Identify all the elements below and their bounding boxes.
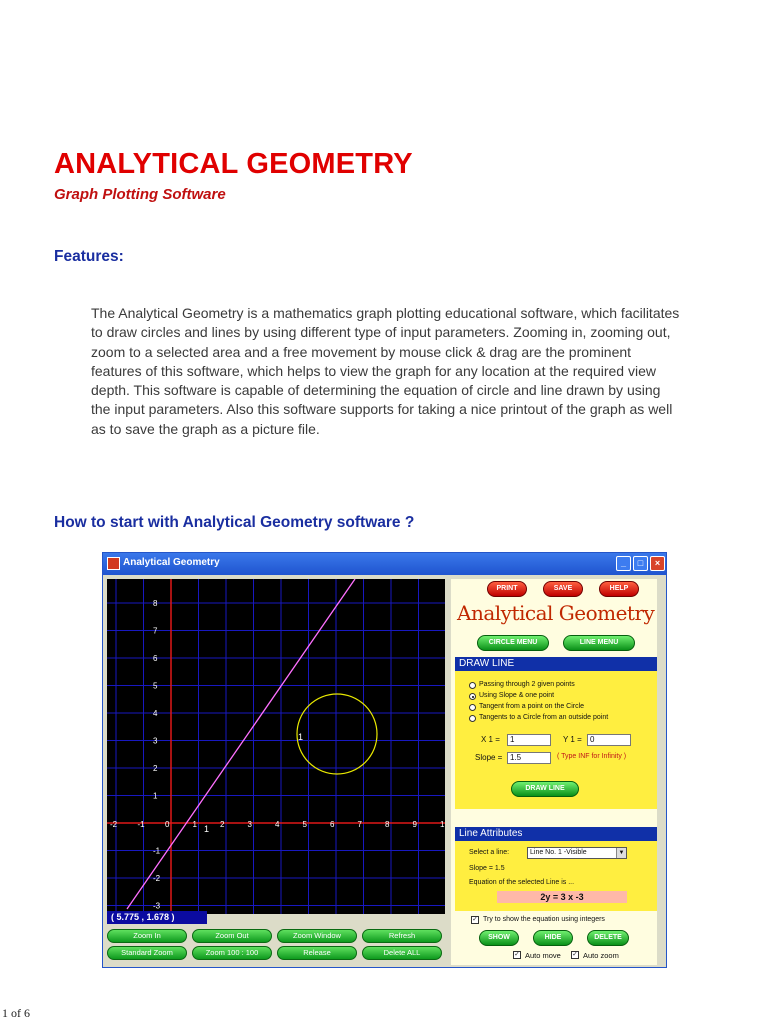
draw-line-button[interactable]: DRAW LINE	[511, 781, 579, 797]
y-tick-label: 6	[153, 654, 158, 663]
maximize-icon[interactable]: □	[633, 556, 648, 571]
save-button[interactable]: SAVE	[543, 581, 583, 597]
control-panel	[451, 579, 657, 965]
infinity-hint: ( Type INF for Infinity )	[557, 753, 627, 760]
auto-move-label: Auto move	[525, 951, 561, 960]
help-button[interactable]: HELP	[599, 581, 639, 597]
features-paragraph: The Analytical Geometry is a mathematics graph plotting educational software, which facilitates to draw circles and lines by using different type of input parameters. Zooming in, zooming out, zoom to a selected area and a free movement by mouse click & drag are the prominent features of this software, which helps to view the graph for any location at the required view depth. This software is capable of determining the equation of circle and line drawn by using the input parameters. Also this software supports for taking a nice printout of the graph as well as to save the graph as a picture file.	[91, 305, 680, 437]
y-tick-label: 4	[153, 709, 158, 718]
print-button[interactable]: PRINT	[487, 581, 527, 597]
y-tick-label: 7	[153, 626, 158, 636]
option-tangent-outside-label: Tangents to a Circle from an outside point	[479, 714, 609, 721]
x-tick-label: 1	[440, 820, 445, 829]
y-tick-label: 1	[153, 791, 158, 801]
circle-menu-button[interactable]: CIRCLE MENU	[477, 635, 549, 651]
x-tick-label: -1	[137, 820, 145, 829]
show-button[interactable]: SHOW	[479, 930, 519, 946]
release-button[interactable]: Release	[277, 946, 357, 960]
x-tick-label: 9	[412, 820, 417, 829]
select-line-label: Select a line:	[469, 849, 510, 856]
draw-line-heading: DRAW LINE	[455, 657, 657, 671]
x-tick-label: 1	[192, 820, 197, 829]
x-tick-label: 7	[357, 820, 362, 829]
window-title: Analytical Geometry	[123, 557, 220, 568]
x-tick-label: 4	[275, 820, 280, 829]
y-tick-label: 2	[153, 764, 158, 773]
graph-canvas[interactable]	[107, 579, 445, 914]
x-tick-label: 2	[220, 820, 225, 829]
coordinate-readout: ( 5.775 , 1.678 )	[107, 911, 207, 924]
integers-label: Try to show the equation using integers	[483, 916, 605, 923]
line-equation: 2y = 3 x -3	[497, 891, 627, 903]
x-tick-label: -2	[110, 820, 118, 829]
line-select-value: Line No. 1 -Visible	[530, 849, 587, 856]
y-tick-label: 8	[153, 599, 158, 608]
x-tick-label: 3	[247, 820, 252, 829]
auto-zoom-label: Auto zoom	[583, 951, 619, 960]
line-menu-button[interactable]: LINE MENU	[563, 635, 635, 651]
plotted-line	[127, 579, 355, 909]
delete-button[interactable]: DELETE	[587, 930, 629, 946]
equation-label: Equation of the selected Line is ...	[469, 879, 575, 886]
line-select[interactable]	[527, 847, 627, 859]
standard-zoom-button[interactable]: Standard Zoom	[107, 946, 187, 960]
app-window-screenshot	[102, 552, 667, 968]
slope-label: Slope =	[475, 753, 503, 762]
x-tick-label: 0	[165, 820, 170, 829]
integers-checkbox[interactable]: ✓	[472, 916, 478, 923]
auto-move-checkbox[interactable]: ✓	[514, 951, 520, 958]
app-icon	[107, 557, 120, 570]
circle-label: 1	[298, 732, 304, 742]
howto-heading: How to start with Analytical Geometry software ?	[54, 514, 415, 531]
y-tick-label: -2	[153, 874, 161, 883]
slope-input[interactable]: 1.5	[507, 752, 551, 764]
x1-input[interactable]: 1	[507, 734, 551, 746]
refresh-button[interactable]: Refresh	[362, 929, 442, 943]
features-heading: Features:	[54, 248, 124, 265]
radio-two-points[interactable]	[469, 682, 476, 689]
y1-label: Y 1 =	[563, 735, 582, 744]
page-number: 1 of 6	[2, 1006, 30, 1020]
x-tick-labels	[110, 820, 445, 829]
hide-button[interactable]: HIDE	[533, 930, 573, 946]
y-tick-label: 5	[153, 681, 158, 691]
auto-zoom-checkbox[interactable]: ✓	[572, 951, 578, 958]
y-tick-label: 3	[153, 736, 158, 746]
x-tick-label: 6	[330, 820, 335, 829]
draw-line-section	[455, 671, 657, 809]
close-icon[interactable]: ×	[650, 556, 665, 571]
app-name-banner: Analytical Geometry	[457, 601, 655, 625]
x-tick-label: 8	[385, 820, 390, 829]
zoom-window-button[interactable]: Zoom Window	[277, 929, 357, 943]
radio-tangent-on-circle[interactable]	[469, 704, 476, 711]
document-title: ANALYTICAL GEOMETRY	[54, 148, 413, 180]
document-subtitle: Graph Plotting Software	[54, 186, 226, 203]
radio-slope-point[interactable]	[469, 693, 476, 700]
line-attributes-heading: Line Attributes	[455, 827, 657, 841]
graph-svg	[107, 579, 445, 914]
zoom-in-button[interactable]: Zoom In	[107, 929, 187, 943]
y1-input[interactable]: 0	[587, 734, 631, 746]
minimize-icon[interactable]: _	[616, 556, 631, 571]
line-label: 1	[204, 824, 210, 834]
delete-all-button[interactable]: Delete ALL	[362, 946, 442, 960]
radio-tangent-outside[interactable]	[469, 715, 476, 722]
zoom-100-button[interactable]: Zoom 100 : 100	[192, 946, 272, 960]
x-tick-label: 5	[302, 820, 307, 829]
option-tangent-on-circle-label: Tangent from a point on the Circle	[479, 703, 585, 710]
x1-label: X 1 =	[481, 735, 500, 744]
zoom-out-button[interactable]: Zoom Out	[192, 929, 272, 943]
window-titlebar	[103, 553, 666, 575]
y-tick-label: -3	[153, 901, 161, 911]
chevron-down-icon: ▼	[616, 848, 626, 858]
y-tick-labels	[153, 599, 161, 911]
option-two-points-label: Passing through 2 given points	[479, 681, 575, 688]
selected-slope: Slope = 1.5	[469, 865, 505, 872]
option-slope-point-label: Using Slope & one point	[479, 692, 555, 699]
y-tick-label: -1	[153, 846, 161, 856]
line-attributes-section	[455, 841, 657, 911]
